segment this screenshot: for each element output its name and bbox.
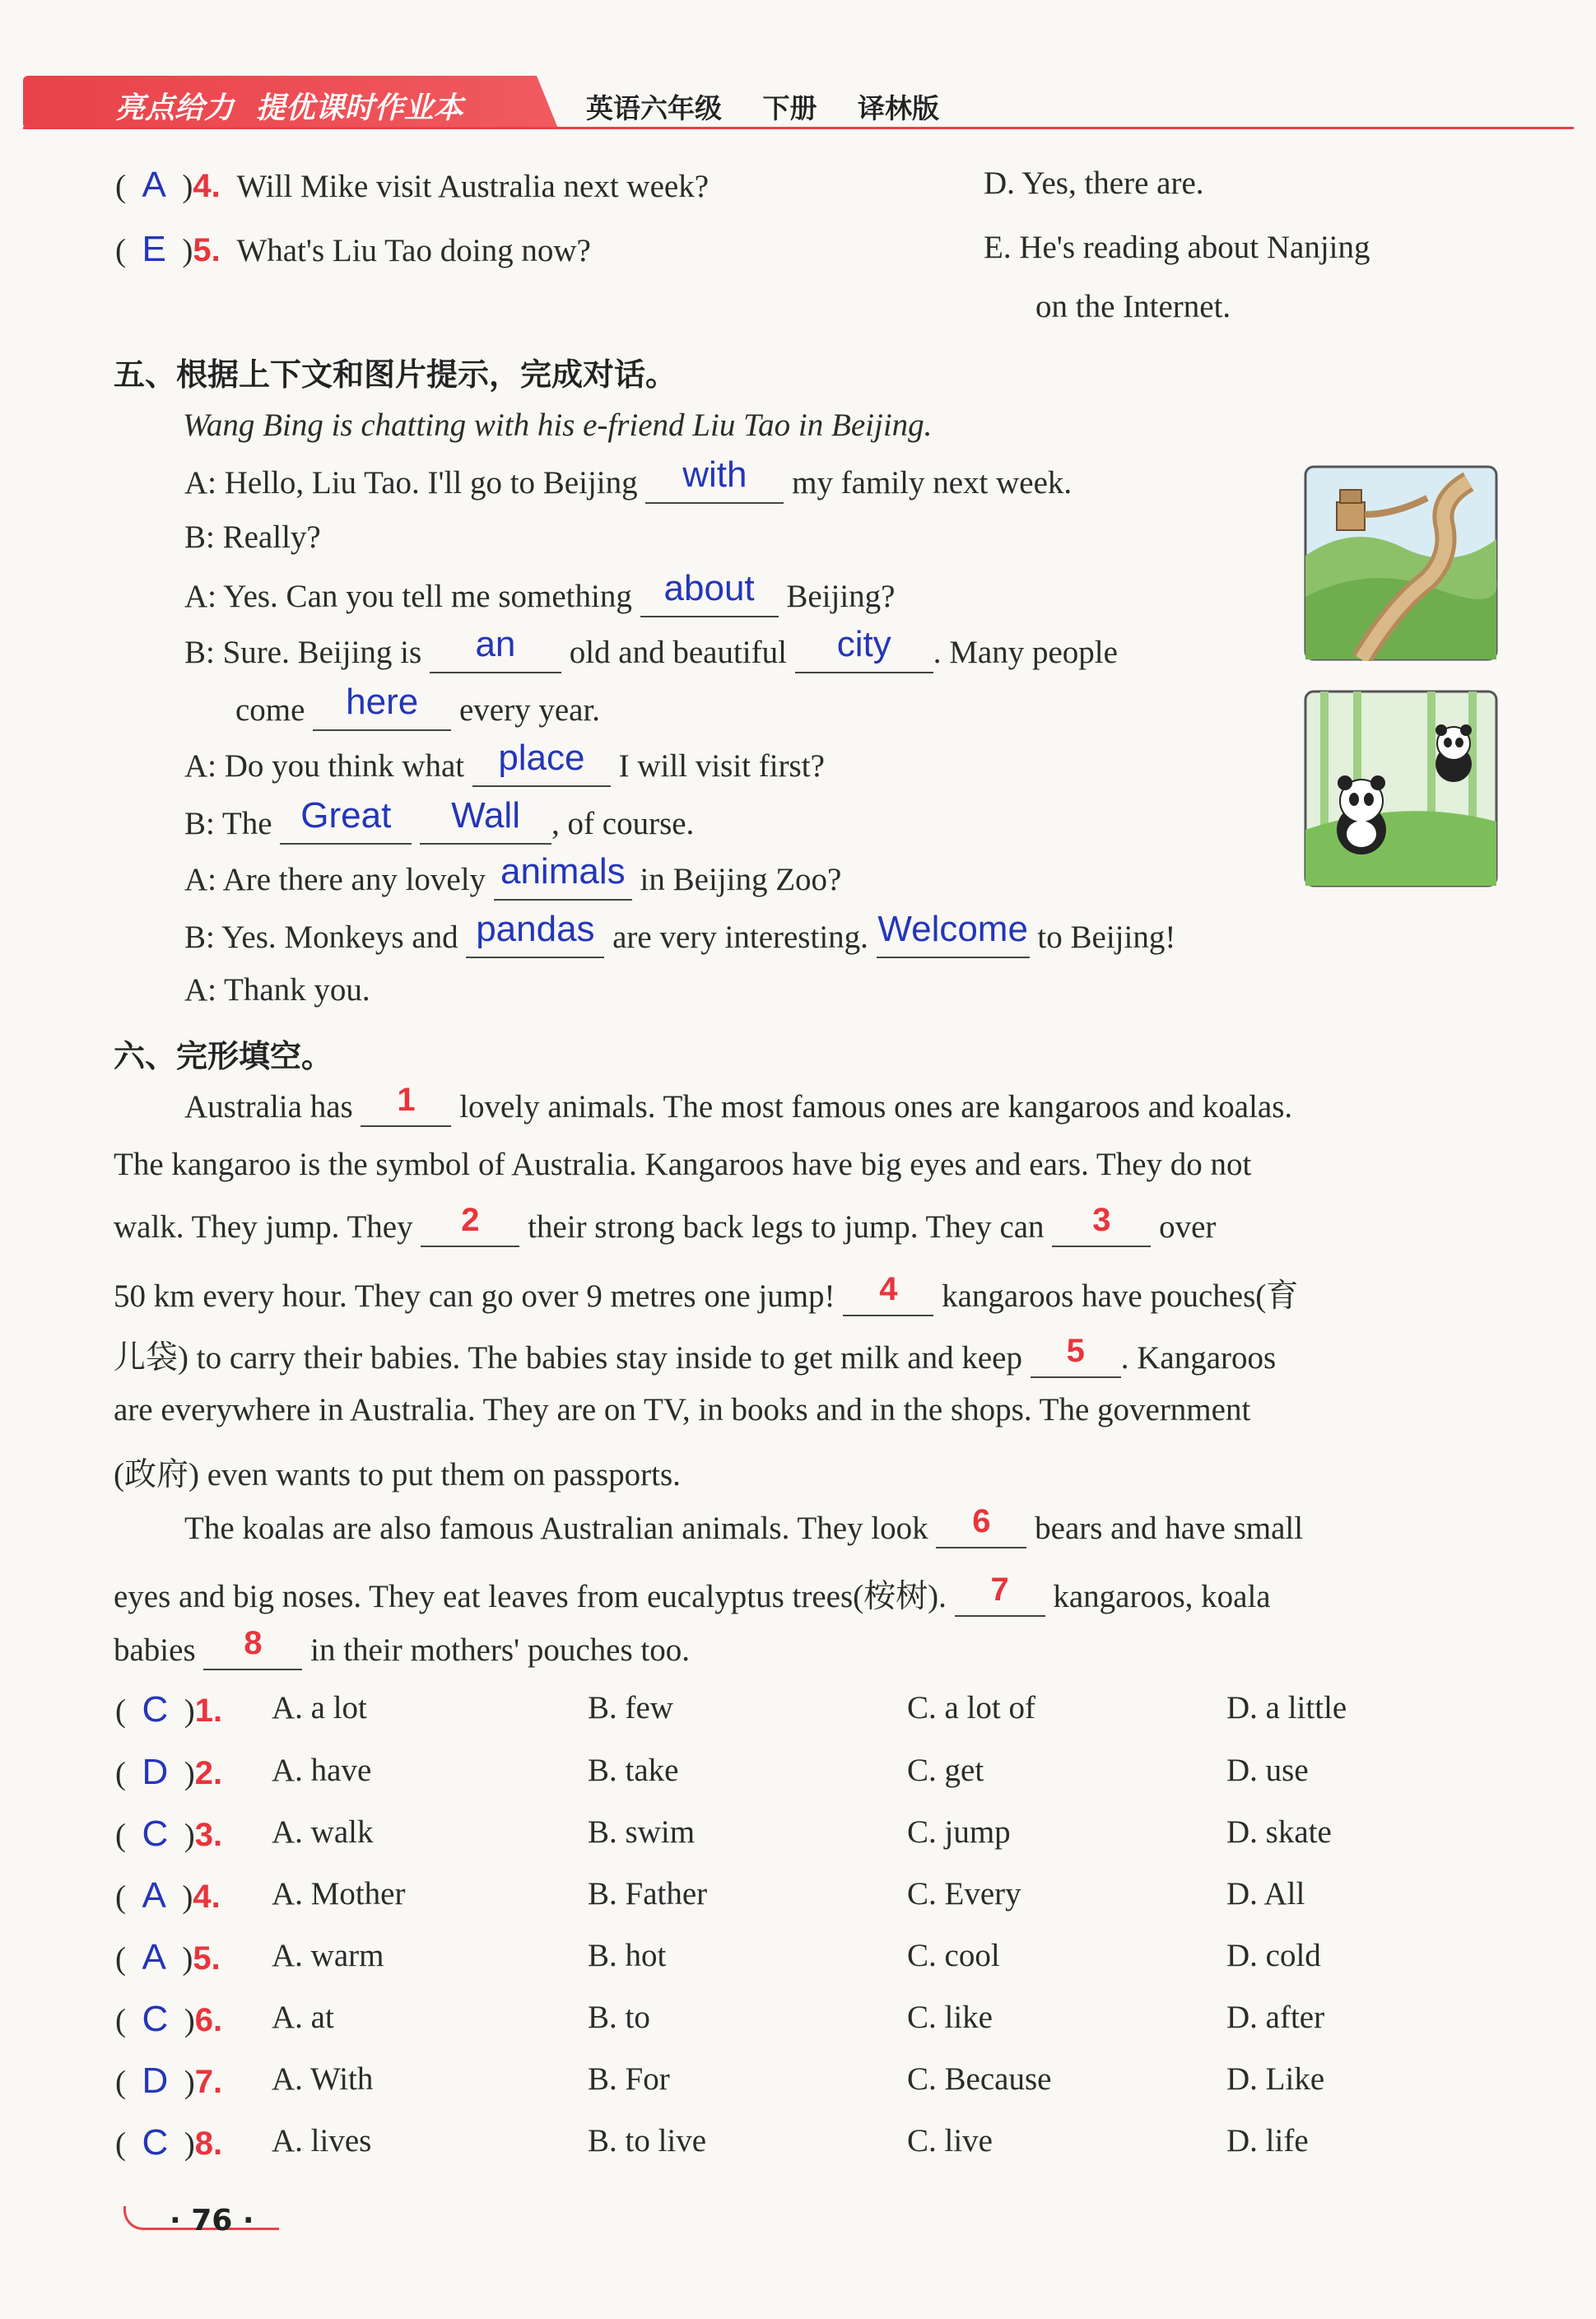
- dialog-text: A: Yes. Can you tell me something: [184, 579, 632, 614]
- header-subject: 英语六年级: [586, 92, 722, 124]
- dialog-text: A: Do you think what: [184, 748, 465, 784]
- choice-option-c: C. get: [907, 1753, 984, 1788]
- cloze-blank: [1052, 1202, 1151, 1247]
- passage-text: kangaroos have pouches(育: [942, 1278, 1299, 1314]
- question-number: 7.: [194, 2064, 223, 2100]
- answer-blank: [420, 795, 551, 845]
- header-meta: [586, 87, 939, 126]
- passage-text: kangaroos, koala: [1053, 1579, 1271, 1614]
- answer-text: Great: [300, 795, 392, 836]
- question-number: 5.: [193, 1940, 221, 1977]
- dialog-text: A: Are there any lovely: [184, 862, 486, 897]
- dialog-text: come: [235, 692, 305, 728]
- choice-option-b: B. few: [588, 1690, 673, 1725]
- section5-title: 五、根据上下文和图片提示，完成对话。: [114, 356, 677, 393]
- dialog-line-9: [184, 909, 1176, 958]
- passage-line-7: (政府) even wants to put them on passports.: [114, 1457, 681, 1492]
- question-number: 2.: [194, 1755, 223, 1791]
- header-volume: 下册: [762, 92, 817, 124]
- passage-line-9: [114, 1571, 1271, 1617]
- section6-title: 六、完形填空。: [114, 1038, 333, 1074]
- blank-number: 3: [1092, 1202, 1111, 1238]
- dialog-text: in Beijing Zoo?: [640, 862, 842, 897]
- answer-blank: [640, 568, 779, 617]
- answer-blank: [645, 454, 784, 504]
- question-number: 4.: [193, 1879, 221, 1915]
- choice-option-a: A. lives: [272, 2123, 372, 2158]
- passage-text: 50 km every hour. They can go over 9 metres one jump!: [114, 1278, 835, 1314]
- blank-number: 1: [397, 1082, 416, 1118]
- dialog-line-6: [184, 738, 825, 787]
- header-edition: 译林版: [858, 92, 939, 124]
- blank-number: 6: [972, 1503, 991, 1539]
- dialog-line-7: [184, 795, 695, 845]
- answer-mark: C: [142, 2122, 169, 2163]
- question-text: What's Liu Tao doing now?: [236, 233, 591, 268]
- passage-line-2: The kangaroo is the symbol of Australia. Kangaroos have big eyes and ears. They do not: [114, 1147, 1252, 1182]
- choice-option-c: C. jump: [907, 1814, 1011, 1850]
- dialog-line-1: [184, 454, 1073, 504]
- cloze-blank: [936, 1503, 1026, 1548]
- passage-text: eyes and big noses. They eat leaves from eucalyptus trees(桉树).: [114, 1579, 947, 1614]
- passage-text: lovely animals. The most famous ones are kangaroos and koalas.: [459, 1089, 1293, 1125]
- choice-option-c: C. a lot of: [907, 1690, 1035, 1725]
- choice-option-c: C. cool: [907, 1938, 1000, 1973]
- choice-row: ( C )1.: [115, 1689, 223, 1730]
- answer-blank: [466, 909, 604, 958]
- passage-text: their strong back legs to jump. They can: [528, 1209, 1045, 1245]
- option-e-line2: on the Internet.: [1035, 289, 1231, 324]
- answer-text: pandas: [476, 909, 595, 949]
- answer-blank: [795, 624, 933, 673]
- header-divider-line: [23, 127, 1574, 129]
- dialog-text: to Beijing!: [1037, 920, 1176, 955]
- dialog-text: B: The: [184, 806, 272, 841]
- answer-blank: [494, 851, 632, 901]
- passage-text: in their mothers' pouches too.: [310, 1632, 690, 1668]
- choice-option-a: A. With: [272, 2061, 374, 2097]
- blank-number: 4: [879, 1271, 898, 1307]
- dialog-line-5: [235, 682, 601, 731]
- answer-mark: C: [142, 1999, 169, 2039]
- choice-option-b: B. For: [588, 2061, 670, 2097]
- choice-row: ( C )6.: [115, 1999, 223, 2039]
- choice-option-a: A. at: [272, 2000, 334, 2035]
- top-item-4: ( A )4. Will Mike visit Australia next week?: [115, 165, 710, 205]
- choice-option-d: D. after: [1226, 2000, 1325, 2035]
- dialog-text: are very interesting.: [612, 920, 868, 955]
- question-number: 5.: [193, 232, 221, 268]
- answer-blank: [430, 624, 561, 673]
- answer-text: here: [346, 682, 419, 722]
- answer-mark: C: [142, 1814, 169, 1854]
- passage-line-8: [184, 1503, 1304, 1548]
- answer-mark: E: [142, 229, 166, 269]
- top-item-5: ( E )5. What's Liu Tao doing now?: [115, 229, 591, 269]
- passage-text: 儿袋) to carry their babies. The babies stay inside to get milk and keep: [114, 1340, 1022, 1376]
- cloze-blank: [421, 1202, 519, 1247]
- choice-option-a: A. warm: [272, 1938, 384, 1973]
- answer-mark: D: [142, 2061, 169, 2101]
- question-number: 1.: [194, 1693, 223, 1729]
- passage-line-6: are everywhere in Australia. They are on TV, in books and in the shops. The government: [114, 1392, 1251, 1427]
- choice-option-b: B. swim: [588, 1814, 696, 1850]
- choice-row: ( C )8.: [115, 2122, 223, 2163]
- cloze-blank: [203, 1625, 302, 1670]
- question-number: 8.: [194, 2126, 223, 2162]
- passage-line-3: [114, 1202, 1217, 1247]
- passage-line-5: [114, 1332, 1276, 1378]
- dialog-text: old and beautiful: [569, 635, 787, 670]
- cloze-blank: [843, 1271, 933, 1316]
- choice-option-a: A. Mother: [272, 1876, 406, 1912]
- page-number: · 76 ·: [170, 2204, 254, 2238]
- cloze-blank: [1031, 1333, 1121, 1378]
- dialog-line-2: B: Really?: [184, 519, 321, 555]
- choice-option-b: B. hot: [588, 1938, 667, 1973]
- option-d: D. Yes, there are.: [984, 165, 1204, 201]
- blank-number: 5: [1066, 1333, 1085, 1369]
- dialog-text: my family next week.: [792, 465, 1073, 501]
- dialog-line-4: [184, 624, 1118, 673]
- question-number: 6.: [194, 2002, 223, 2038]
- choice-row: ( D )7.: [115, 2061, 223, 2101]
- cloze-blank: [361, 1082, 451, 1127]
- answer-mark: A: [142, 1875, 166, 1916]
- panda-illustration: [1304, 690, 1498, 887]
- section5-intro: Wang Bing is chatting with his e-friend Liu Tao in Beijing.: [183, 407, 933, 443]
- passage-text: over: [1159, 1209, 1217, 1245]
- choice-option-c: C. like: [907, 2000, 993, 2035]
- answer-mark: A: [142, 165, 166, 205]
- question-number: 3.: [194, 1817, 223, 1853]
- question-text: Will Mike visit Australia next week?: [236, 169, 710, 204]
- choice-option-d: D. life: [1226, 2123, 1309, 2158]
- choice-option-d: D. skate: [1226, 1814, 1332, 1850]
- choice-option-d: D. a little: [1226, 1690, 1347, 1725]
- blank-number: 8: [244, 1625, 263, 1661]
- dialog-text: A: Hello, Liu Tao. I'll go to Beijing: [184, 465, 638, 501]
- answer-blank: [280, 795, 412, 845]
- passage-line-10: [114, 1625, 690, 1670]
- blank-number: 7: [990, 1572, 1009, 1608]
- choice-option-a: A. have: [272, 1753, 372, 1788]
- cloze-blank: [955, 1572, 1045, 1617]
- choice-row: ( A )4.: [115, 1875, 221, 1916]
- choice-option-d: D. Like: [1226, 2061, 1325, 2097]
- passage-line-4: [114, 1270, 1298, 1316]
- dialog-text: . Many people: [933, 635, 1118, 670]
- brand-name: 亮点给力: [115, 91, 235, 125]
- answer-mark: C: [142, 1689, 169, 1730]
- dialog-text: B: Sure. Beijing is: [184, 635, 422, 670]
- dialog-text: every year.: [458, 692, 601, 728]
- series-name: 提优课时作业本: [255, 91, 463, 125]
- answer-text: Welcome: [877, 909, 1028, 949]
- choice-option-d: D. All: [1226, 1876, 1305, 1912]
- dialog-text: , of course.: [551, 806, 695, 841]
- answer-mark: A: [142, 1937, 166, 1977]
- choice-option-a: A. a lot: [272, 1690, 367, 1725]
- blank-number: 2: [461, 1202, 480, 1238]
- choice-option-c: C. live: [907, 2123, 993, 2158]
- passage-text: walk. They jump. They: [114, 1209, 413, 1245]
- choice-row: ( A )5.: [115, 1937, 221, 1977]
- dialog-line-3: [184, 568, 896, 617]
- header-brand: [115, 85, 463, 127]
- passage-text: . Kangaroos: [1120, 1340, 1277, 1376]
- choice-option-a: A. walk: [272, 1814, 374, 1850]
- answer-text: Wall: [451, 795, 520, 836]
- dialog-line-8: [184, 851, 842, 901]
- answer-blank: [472, 738, 611, 787]
- answer-text: place: [498, 738, 585, 778]
- choice-option-c: C. Because: [907, 2061, 1052, 2097]
- dialog-text: Beijing?: [786, 579, 896, 614]
- answer-text: city: [836, 624, 891, 664]
- choice-option-b: B. to: [588, 2000, 650, 2035]
- dialog-line-10: A: Thank you.: [184, 972, 370, 1008]
- choice-option-d: D. cold: [1226, 1938, 1321, 1973]
- great-wall-illustration: [1304, 465, 1498, 661]
- passage-text: bears and have small: [1035, 1511, 1304, 1546]
- answer-text: an: [475, 624, 516, 664]
- passage-text: The koalas are also famous Australian animals. They look: [184, 1511, 928, 1546]
- choice-option-b: B. take: [588, 1753, 679, 1788]
- choice-option-c: C. Every: [907, 1876, 1021, 1912]
- answer-blank: [313, 682, 451, 731]
- choice-row: ( C )3.: [115, 1814, 223, 1854]
- answer-text: animals: [500, 851, 626, 892]
- answer-text: about: [663, 568, 755, 608]
- choice-option-b: B. to live: [588, 2123, 707, 2158]
- passage-text: babies: [114, 1632, 196, 1668]
- option-e-line1: E. He's reading about Nanjing: [984, 230, 1370, 265]
- choice-option-d: D. use: [1226, 1753, 1309, 1788]
- answer-text: with: [682, 454, 747, 495]
- answer-blank: [877, 909, 1030, 958]
- choice-option-b: B. Father: [588, 1876, 708, 1912]
- choice-row: ( D )2.: [115, 1752, 223, 1792]
- passage-line-1: [184, 1082, 1293, 1127]
- dialog-text: B: Yes. Monkeys and: [184, 920, 458, 955]
- passage-text: Australia has: [184, 1089, 353, 1125]
- dialog-text: I will visit first?: [618, 748, 825, 784]
- question-number: 4.: [193, 168, 221, 204]
- answer-mark: D: [142, 1752, 169, 1792]
